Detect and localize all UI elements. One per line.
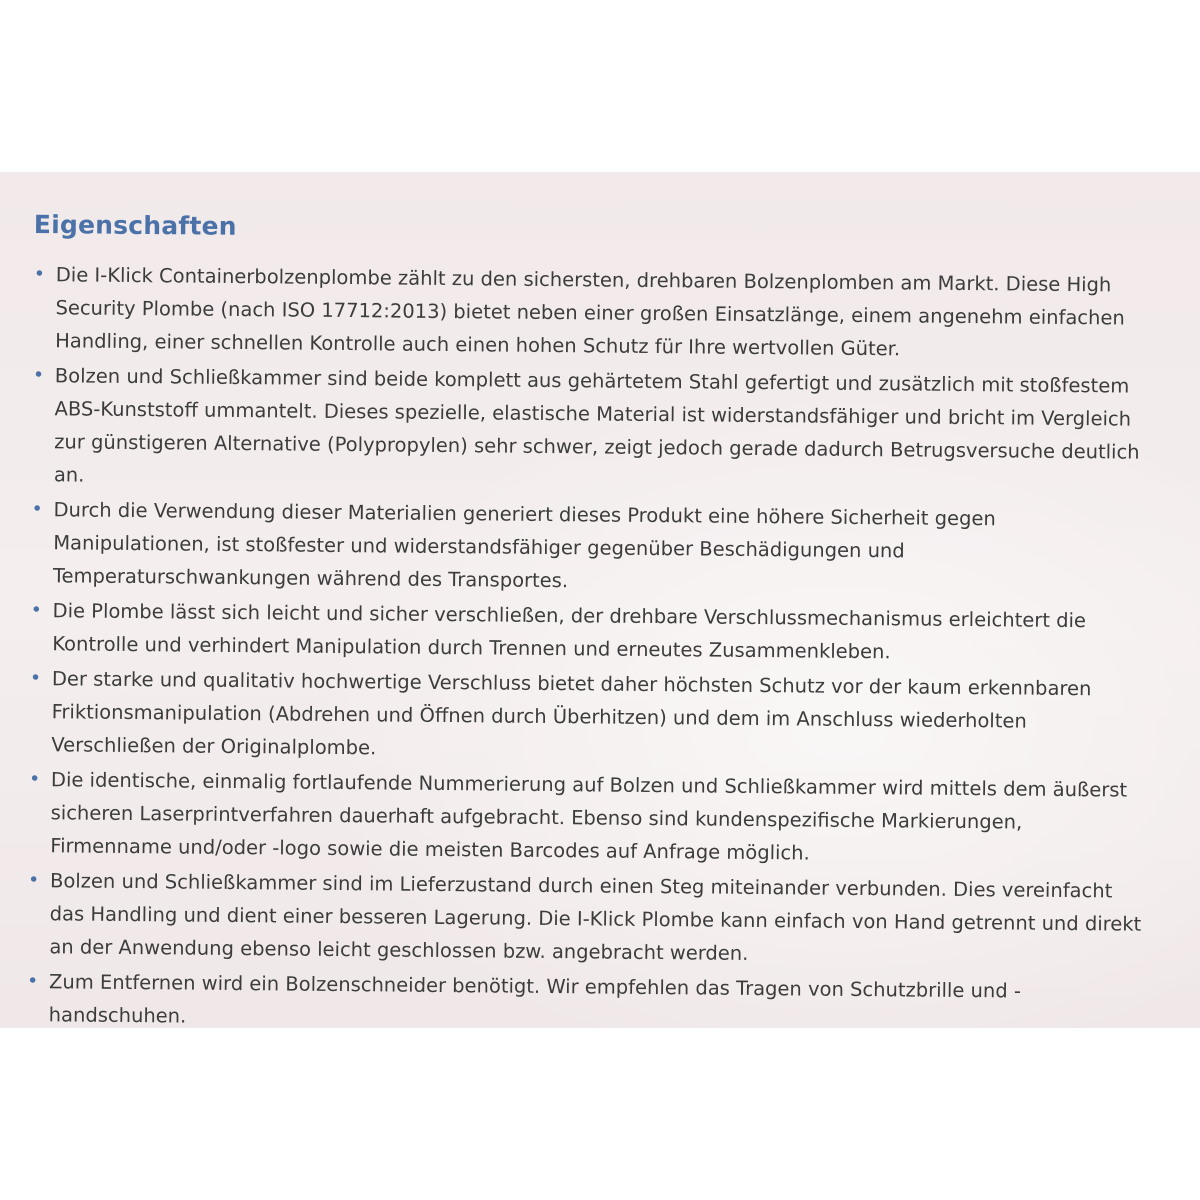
list-item <box>29 258 1150 368</box>
section-heading: Eigenschaften <box>33 210 237 241</box>
bullet-icon: • <box>30 599 42 622</box>
list-item <box>23 965 1144 1028</box>
list-item-text: Bolzen und Schließkammer sind beide komplett aus gehärtetem Stahl gefertigt und zusätzlich mit stoßfestem ABS-Kunststoff ummantelt. Dieses spezielle, elastische Material ist widerstandsfähiger und bricht im Vergleich zur günstigeren Alternative (Polypropylen) sehr schwer, zeigt jedoch gerade dadurch Betrugsversuche deutlich an. <box>53 364 1140 487</box>
list-item-text: Zum Entfernen wird ein Bolzenschneider benötigt. Wir empfehlen das Tragen von Schutzbrille und -handschuhen. <box>48 970 1022 1028</box>
list-item-text: Die I-Klick Containerbolzenplombe zählt zu den sichersten, drehbaren Bolzenplomben am Markt. Diese High Security Plombe (nach ISO 17712:2013) bietet neben einer großen Einsatzlänge, einem angenehm einfachen Handling, einer schnellen Kontrolle auch einen hohen Schutz für Ihre wertvollen Güter. <box>55 263 1125 361</box>
list-item <box>23 864 1144 974</box>
bullet-icon: • <box>31 498 43 521</box>
bullet-icon: • <box>28 768 41 791</box>
bullet-icon: • <box>29 667 42 690</box>
bullet-icon: • <box>33 263 46 286</box>
document-photo <box>0 172 1200 1028</box>
list-item-text: Durch die Verwendung dieser Materialien generiert dieses Produkt eine höhere Sicherheit gegen Manipulationen, ist stoßfester und widerstandsfähiger gegenüber Beschädigungen und Temperaturschwankungen während des Transportes. <box>52 498 996 593</box>
list-item-text: Bolzen und Schließkammer sind im Lieferzustand durch einen Steg miteinander verbunden. Dies vereinfacht das Handling und dient einer besseren Lagerung. Die I-Klick Plombe kann einfach von Hand getrennt und direkt an der Anwendung ebenso leicht geschlossen bzw. angebracht werden. <box>49 869 1142 965</box>
list-item <box>25 662 1146 772</box>
list-item <box>24 763 1145 873</box>
list-item-text: Der starke und qualitativ hochwertige Verschluss bietet daher höchsten Schutz vor der kaum erkennbaren Friktionsmanipulation (Abdrehen und Öffnen durch Überhitzen) und dem im Anschluss wiederholten Verschließen der Originalplombe. <box>51 667 1092 760</box>
bullet-icon: • <box>27 869 40 892</box>
properties-list <box>23 258 1150 1028</box>
list-item <box>26 594 1147 671</box>
bullet-icon: • <box>26 970 39 993</box>
list-item-text: Die Plombe lässt sich leicht und sicher verschließen, der drehbare Verschlussmechanismus erleichtert die Kontrolle und verhindert Manipulation durch Trennen und erneutes Zusammenkleben. <box>52 599 1087 664</box>
list-item-text: Die identische, einmalig fortlaufende Nummerierung auf Bolzen und Schließkammer wird mittels dem äußerst sicheren Laserprintverfahren dauerhaft aufgebracht. Ebenso sind kundenspezifische Markierungen, Firmenname und/oder -logo sowie die meisten Barcodes auf Anfrage möglich. <box>50 768 1128 865</box>
bullet-icon: • <box>32 364 45 387</box>
list-item <box>27 493 1148 603</box>
list-item <box>28 359 1149 502</box>
